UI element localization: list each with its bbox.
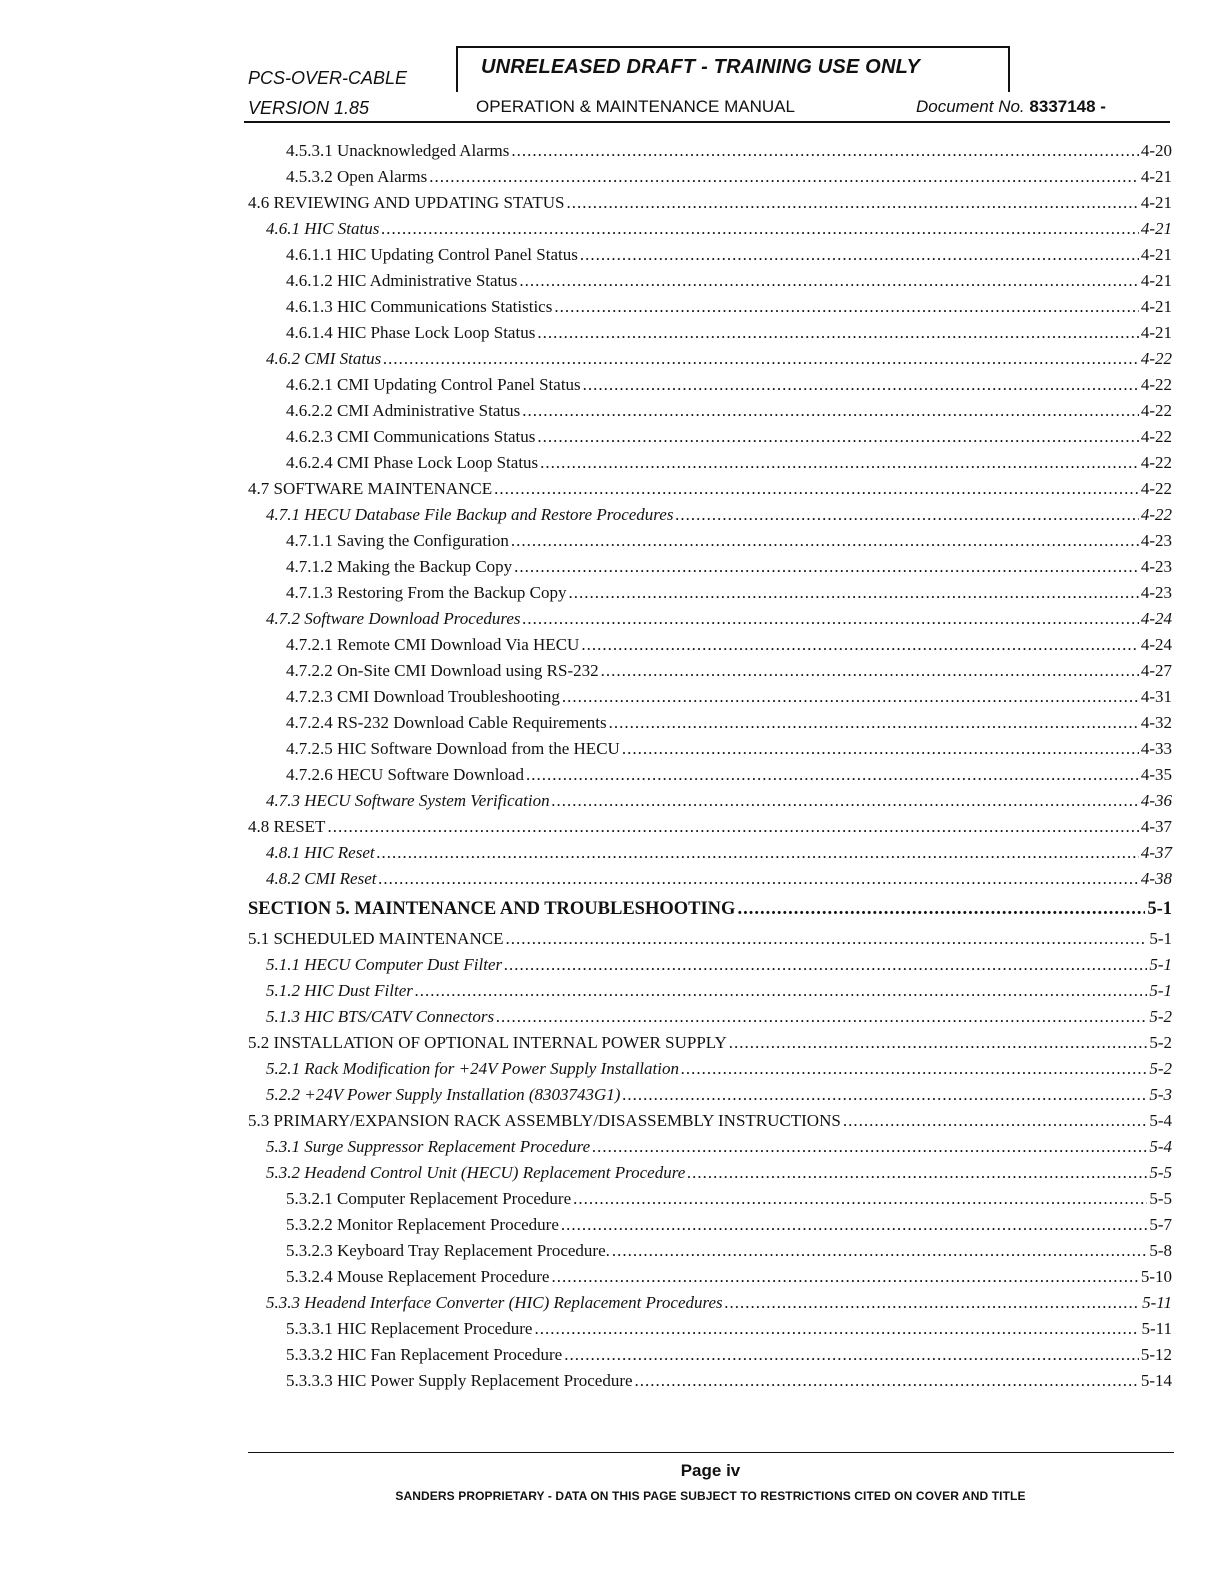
toc-entry[interactable]	[286, 374, 1172, 396]
dot-leader	[537, 426, 1138, 448]
toc-entry-page: 4-21	[1140, 193, 1172, 212]
dot-leader	[523, 608, 1139, 630]
toc-entry[interactable]	[286, 530, 1172, 552]
toc-entry[interactable]	[286, 660, 1172, 682]
toc-entry-title: 5.2 INSTALLATION OF OPTIONAL INTERNAL POWER SUPPLY	[248, 1033, 727, 1052]
toc-entry-title: 5.3.3.1 HIC Replacement Procedure	[286, 1319, 533, 1338]
dot-leader	[519, 270, 1138, 292]
toc-entry-title: 5.1.3 HIC BTS/CATV Connectors	[266, 1007, 495, 1026]
toc-entry-title: 4.6.2 CMI Status	[266, 349, 382, 368]
toc-entry-title: 4.7.3 HECU Software System Verification	[266, 791, 550, 810]
toc-entry-title: 4.5.3.2 Open Alarms	[286, 167, 428, 186]
toc-entry[interactable]	[286, 270, 1172, 292]
toc-entry[interactable]	[248, 1110, 1172, 1132]
toc-entry-page: 5-3	[1149, 1085, 1172, 1104]
dot-leader	[622, 738, 1139, 760]
dot-leader	[612, 1240, 1147, 1262]
toc-entry-title: 4.6.2.3 CMI Communications Status	[286, 427, 536, 446]
draft-notice: UNRELEASED DRAFT - TRAINING USE ONLY	[481, 56, 921, 78]
toc-entry[interactable]	[286, 686, 1172, 708]
dot-leader	[675, 504, 1138, 526]
dot-leader	[514, 556, 1139, 578]
toc-entry-page: 5-7	[1149, 1215, 1172, 1234]
toc-entry-title: 5.1.1 HECU Computer Dust Filter	[266, 955, 503, 974]
toc-entry[interactable]	[266, 980, 1172, 1002]
toc-entry-page: 5-4	[1149, 1137, 1172, 1156]
dot-leader	[504, 954, 1147, 976]
toc-entry-page: 4-22	[1140, 505, 1172, 524]
toc-entry-page: 4-33	[1140, 739, 1172, 758]
dot-leader	[496, 1006, 1147, 1028]
toc-entry-title: 5.3.2.1 Computer Replacement Procedure	[286, 1189, 572, 1208]
toc-entry-title: 4.6.2.2 CMI Administrative Status	[286, 401, 521, 420]
toc-entry[interactable]	[266, 790, 1172, 812]
dot-leader	[554, 296, 1138, 318]
toc-entry-page: 4-24	[1140, 635, 1172, 654]
document-number-value: 8337148 -	[1029, 97, 1106, 116]
product-name: PCS-OVER-CABLE	[248, 68, 408, 88]
toc-entry-page: 5-2	[1149, 1033, 1172, 1052]
toc-entry-title: 5.2.2 +24V Power Supply Installation (8303743G1)	[266, 1085, 621, 1104]
page-number: Page iv	[680, 1461, 741, 1480]
toc-entry-title: 5.3.2.3 Keyboard Tray Replacement Procedure.	[286, 1241, 610, 1260]
toc-entry-title: 5.3 PRIMARY/EXPANSION RACK ASSEMBLY/DISASSEMBLY INSTRUCTIONS	[248, 1111, 841, 1130]
toc-entry-page: 5-1	[1149, 929, 1172, 948]
dot-leader	[581, 634, 1139, 656]
toc-entry-page: 4-38	[1140, 869, 1172, 888]
toc-entry-title: 5.1.2 HIC Dust Filter	[266, 981, 413, 1000]
toc-entry[interactable]	[286, 1214, 1172, 1236]
toc-entry-page: 5-5	[1149, 1189, 1172, 1208]
toc-entry-title: 4.7.2.1 Remote CMI Download Via HECU	[286, 635, 580, 654]
toc-entry[interactable]	[266, 1058, 1172, 1080]
dot-leader	[622, 1084, 1147, 1106]
dot-leader	[725, 1292, 1140, 1314]
dot-leader	[511, 140, 1139, 162]
toc-entry-title: 4.6.2.1 CMI Updating Control Panel Status	[286, 375, 581, 394]
toc-entry-title: 4.7 SOFTWARE MAINTENANCE	[248, 479, 493, 498]
toc-entry[interactable]	[266, 608, 1172, 630]
dot-leader	[580, 244, 1139, 266]
toc-entry-title: 4.7.1.3 Restoring From the Backup Copy	[286, 583, 567, 602]
toc-entry-page: 5-1	[1147, 899, 1172, 919]
dot-leader	[737, 898, 1145, 920]
toc-entry-title: 4.7.2.3 CMI Download Troubleshooting	[286, 687, 560, 706]
toc-entry[interactable]	[286, 400, 1172, 422]
toc-entry-title: 4.8 RESET	[248, 817, 326, 836]
toc-entry[interactable]	[266, 868, 1172, 890]
toc-entry[interactable]	[266, 348, 1172, 370]
dot-leader	[494, 478, 1139, 500]
dot-leader	[511, 530, 1139, 552]
toc-entry[interactable]	[266, 1084, 1172, 1106]
document-number-label: Document No.	[916, 97, 1025, 116]
toc-entry-page: 5-5	[1149, 1163, 1172, 1182]
toc-entry-page: 5-11	[1141, 1319, 1172, 1338]
toc-entry-title: 5.3.2.2 Monitor Replacement Procedure	[286, 1215, 559, 1234]
toc-entry[interactable]	[286, 764, 1172, 786]
toc-entry-page: 5-12	[1140, 1345, 1172, 1364]
toc-entry[interactable]	[286, 140, 1172, 162]
toc-entry-page: 4-37	[1140, 817, 1172, 836]
dot-leader	[729, 1032, 1148, 1054]
toc-entry[interactable]	[248, 898, 1172, 920]
toc-entry[interactable]	[286, 634, 1172, 656]
toc-entry[interactable]	[266, 1136, 1172, 1158]
dot-leader	[551, 1266, 1138, 1288]
toc-entry-title: 4.8.1 HIC Reset	[266, 843, 375, 862]
toc-entry[interactable]	[248, 1032, 1172, 1054]
toc-entry-page: 4-23	[1140, 557, 1172, 576]
toc-entry-title: 4.7.1.1 Saving the Configuration	[286, 531, 509, 550]
toc-entry[interactable]	[286, 322, 1172, 344]
toc-entry-title: 4.6.1.2 HIC Administrative Status	[286, 271, 518, 290]
dot-leader	[327, 816, 1138, 838]
toc-entry-title: 4.6.2.4 CMI Phase Lock Loop Status	[286, 453, 539, 472]
footer-divider	[248, 1452, 1174, 1453]
toc-entry-page: 4-21	[1140, 219, 1172, 238]
toc-entry[interactable]	[286, 582, 1172, 604]
toc-entry-page: 4-35	[1140, 765, 1172, 784]
dot-leader	[378, 868, 1138, 890]
toc-entry-page: 4-27	[1140, 661, 1172, 680]
toc-entry-page: 4-22	[1140, 375, 1172, 394]
toc-entry-title: 4.7.2.2 On-Site CMI Download using RS-232	[286, 661, 599, 680]
document-number	[916, 97, 1106, 117]
dot-leader	[540, 452, 1139, 474]
dot-leader	[609, 712, 1139, 734]
toc-entry-page: 5-14	[1140, 1371, 1172, 1390]
toc-entry-title: 5.3.3.2 HIC Fan Replacement Procedure	[286, 1345, 563, 1364]
toc-entry-page: 4-37	[1140, 843, 1172, 862]
dot-leader	[561, 1214, 1147, 1236]
toc-entry-page: 4-20	[1140, 141, 1172, 160]
dot-leader	[635, 1370, 1139, 1392]
toc-entry-title: 4.6.1 HIC Status	[266, 219, 380, 238]
toc-entry-title: 5.3.1 Surge Suppressor Replacement Procedure	[266, 1137, 591, 1156]
dot-leader	[566, 192, 1138, 214]
toc-entry[interactable]	[266, 842, 1172, 864]
dot-leader	[592, 1136, 1147, 1158]
toc-entry-title: SECTION 5. MAINTENANCE AND TROUBLESHOOTING	[248, 899, 736, 919]
toc-entry-title: 5.1 SCHEDULED MAINTENANCE	[248, 929, 504, 948]
proprietary-notice: SANDERS PROPRIETARY - DATA ON THIS PAGE SUBJECT TO RESTRICTIONS CITED ON COVER AND TITLE	[395, 1489, 1026, 1503]
dot-leader	[843, 1110, 1148, 1132]
toc-entry-title: 4.7.2.4 RS-232 Download Cable Requirements	[286, 713, 607, 732]
dot-leader	[537, 322, 1139, 344]
dot-leader	[568, 582, 1138, 604]
toc-entry-title: 4.7.2 Software Download Procedures	[266, 609, 521, 628]
toc-entry[interactable]	[266, 1162, 1172, 1184]
toc-entry-page: 4-22	[1140, 453, 1172, 472]
toc-entry[interactable]	[248, 192, 1172, 214]
toc-entry-title: 4.6.1.4 HIC Phase Lock Loop Status	[286, 323, 536, 342]
toc-entry-title: 5.3.2 Headend Control Unit (HECU) Replacement Procedure	[266, 1163, 686, 1182]
toc-entry[interactable]	[248, 478, 1172, 500]
toc-entry-page: 4-31	[1140, 687, 1172, 706]
dot-leader	[564, 1344, 1139, 1366]
toc-entry-page: 4-22	[1140, 427, 1172, 446]
toc-entry[interactable]	[266, 1292, 1172, 1314]
version-label: VERSION 1.85	[248, 98, 370, 118]
toc-entry[interactable]	[286, 1188, 1172, 1210]
toc-entry-title: 4.6.1.1 HIC Updating Control Panel Status	[286, 245, 578, 264]
dot-leader	[534, 1318, 1139, 1340]
toc-entry[interactable]	[286, 244, 1172, 266]
toc-entry-title: 4.6 REVIEWING AND UPDATING STATUS	[248, 193, 565, 212]
toc-entry-page: 4-21	[1140, 297, 1172, 316]
toc-entry-page: 4-22	[1140, 401, 1172, 420]
toc-entry-page: 4-22	[1140, 349, 1172, 368]
dot-leader	[526, 764, 1139, 786]
toc-entry-page: 5-1	[1149, 981, 1172, 1000]
toc-entry[interactable]	[266, 954, 1172, 976]
dot-leader	[583, 374, 1139, 396]
toc-entry[interactable]	[286, 1344, 1172, 1366]
toc-entry-page: 5-11	[1142, 1293, 1172, 1312]
toc-entry[interactable]	[286, 556, 1172, 578]
dot-leader	[687, 1162, 1147, 1184]
toc-entry[interactable]	[248, 816, 1172, 838]
toc-entry-title: 5.3.3 Headend Interface Converter (HIC) Replacement Procedures	[266, 1293, 723, 1312]
toc-entry-page: 4-23	[1140, 531, 1172, 550]
toc-entry[interactable]	[266, 218, 1172, 240]
toc-entry-page: 4-23	[1140, 583, 1172, 602]
toc-entry-page: 4-22	[1140, 479, 1172, 498]
toc-entry-title: 5.2.1 Rack Modification for +24V Power Supply Installation	[266, 1059, 679, 1078]
toc-entry-page: 5-8	[1149, 1241, 1172, 1260]
dot-leader	[522, 400, 1139, 422]
header-divider	[244, 121, 1170, 123]
toc-entry-page: 4-21	[1140, 271, 1172, 290]
dot-leader	[573, 1188, 1147, 1210]
dot-leader	[383, 348, 1139, 370]
toc-entry[interactable]	[286, 712, 1172, 734]
dot-leader	[681, 1058, 1147, 1080]
toc-entry-page: 4-21	[1140, 245, 1172, 264]
toc-entry[interactable]	[286, 452, 1172, 474]
toc-entry-title: 4.8.2 CMI Reset	[266, 869, 377, 888]
toc-entry[interactable]	[286, 1266, 1172, 1288]
toc-entry-page: 4-21	[1140, 323, 1172, 342]
toc-entry[interactable]	[286, 296, 1172, 318]
toc-entry-page: 5-2	[1149, 1059, 1172, 1078]
toc-entry-page: 5-10	[1140, 1267, 1172, 1286]
toc-entry-page: 4-21	[1140, 167, 1172, 186]
toc-entry[interactable]	[266, 1006, 1172, 1028]
toc-entry-page: 4-24	[1140, 609, 1172, 628]
dot-leader	[552, 790, 1139, 812]
dot-leader	[505, 928, 1147, 950]
toc-entry[interactable]	[286, 166, 1172, 188]
dot-leader	[415, 980, 1147, 1002]
toc-entry-title: 4.7.2.5 HIC Software Download from the HECU	[286, 739, 620, 758]
toc-entry[interactable]	[286, 426, 1172, 448]
toc-entry[interactable]	[286, 1370, 1172, 1392]
toc-entry[interactable]	[286, 1318, 1172, 1340]
toc-entry-title: 4.7.2.6 HECU Software Download	[286, 765, 524, 784]
dot-leader	[381, 218, 1138, 240]
toc-entry-title: 5.3.3.3 HIC Power Supply Replacement Procedure	[286, 1371, 633, 1390]
dot-leader	[562, 686, 1139, 708]
dot-leader	[429, 166, 1139, 188]
toc-entry[interactable]	[286, 1240, 1172, 1262]
toc-entry-page: 5-4	[1149, 1111, 1172, 1130]
toc-entry-page: 4-36	[1140, 791, 1172, 810]
toc-entry-page: 5-1	[1149, 955, 1172, 974]
dot-leader	[377, 842, 1139, 864]
toc-entry-title: 4.6.1.3 HIC Communications Statistics	[286, 297, 553, 316]
toc-entry-title: 4.7.1 HECU Database File Backup and Restore Procedures	[266, 505, 674, 524]
toc-entry-title: 4.5.3.1 Unacknowledged Alarms	[286, 141, 510, 160]
toc-entry[interactable]	[286, 738, 1172, 760]
toc-entry[interactable]	[248, 928, 1172, 950]
toc-entry-page: 5-2	[1149, 1007, 1172, 1026]
toc-entry[interactable]	[266, 504, 1172, 526]
manual-title: OPERATION & MAINTENANCE MANUAL	[476, 97, 795, 116]
dot-leader	[601, 660, 1139, 682]
toc-entry-title: 4.7.1.2 Making the Backup Copy	[286, 557, 513, 576]
toc-entry-title: 5.3.2.4 Mouse Replacement Procedure	[286, 1267, 550, 1286]
toc-entry-page: 4-32	[1140, 713, 1172, 732]
